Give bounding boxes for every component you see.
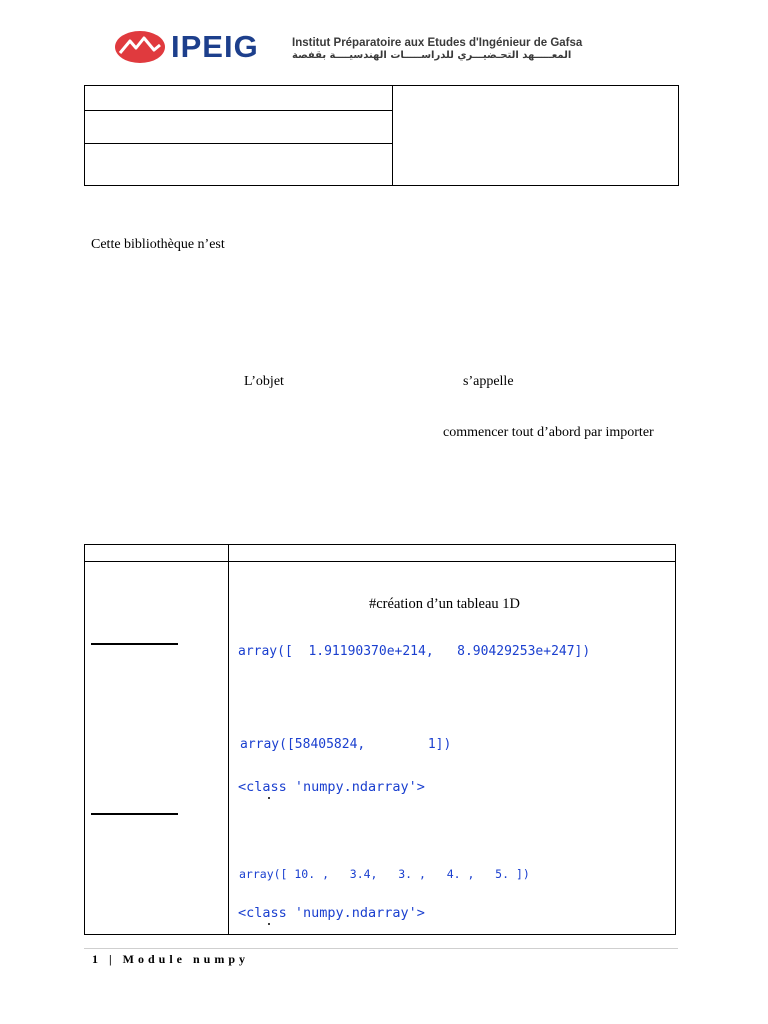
- underline-placeholder: [91, 643, 178, 645]
- footer-separator: |: [109, 952, 116, 966]
- info-box-row-line: [84, 143, 393, 144]
- code-output: <class 'numpy.ndarray'>: [238, 905, 425, 921]
- code-output: array([58405824, 1]): [240, 737, 452, 752]
- info-box-row-line: [84, 110, 393, 111]
- institute-name-ar: المعـــــهد التحـضيـــري للدراســـــات الهندسيــــة بقفصة: [292, 50, 572, 61]
- info-box-table: [84, 85, 679, 186]
- body-text-fragment: L’objet: [244, 374, 284, 389]
- example-table-header-line: [84, 561, 676, 562]
- code-output: array([ 1.91190370e+214, 8.90429253e+247]): [238, 644, 591, 659]
- body-text-line: Cette bibliothèque n’est: [91, 237, 225, 252]
- code-output: <class 'numpy.ndarray'>: [238, 779, 425, 795]
- page-number: 1: [92, 952, 102, 966]
- logo-wordmark: IPEIG: [171, 29, 259, 64]
- footer-title: Module numpy: [122, 952, 250, 966]
- body-text-line: commencer tout d’abord par importer: [443, 425, 654, 440]
- code-comment: #création d’un tableau 1D: [369, 596, 520, 612]
- info-box-divider: [392, 85, 393, 186]
- code-output: array([ 10. , 3.4, 3. , 4. , 5. ]): [239, 867, 530, 881]
- page-footer: [92, 951, 249, 967]
- ipeig-logo-icon: [114, 30, 166, 64]
- body-text-fragment: s’appelle: [463, 374, 514, 389]
- underline-placeholder: [91, 813, 178, 815]
- institute-name-fr: Institut Préparatoire aux Etudes d'Ingénieur de Gafsa: [292, 37, 583, 49]
- bullet-dot: [268, 797, 270, 799]
- example-table-divider: [228, 544, 229, 935]
- bullet-dot: [268, 923, 270, 925]
- footer-rule: [84, 948, 678, 949]
